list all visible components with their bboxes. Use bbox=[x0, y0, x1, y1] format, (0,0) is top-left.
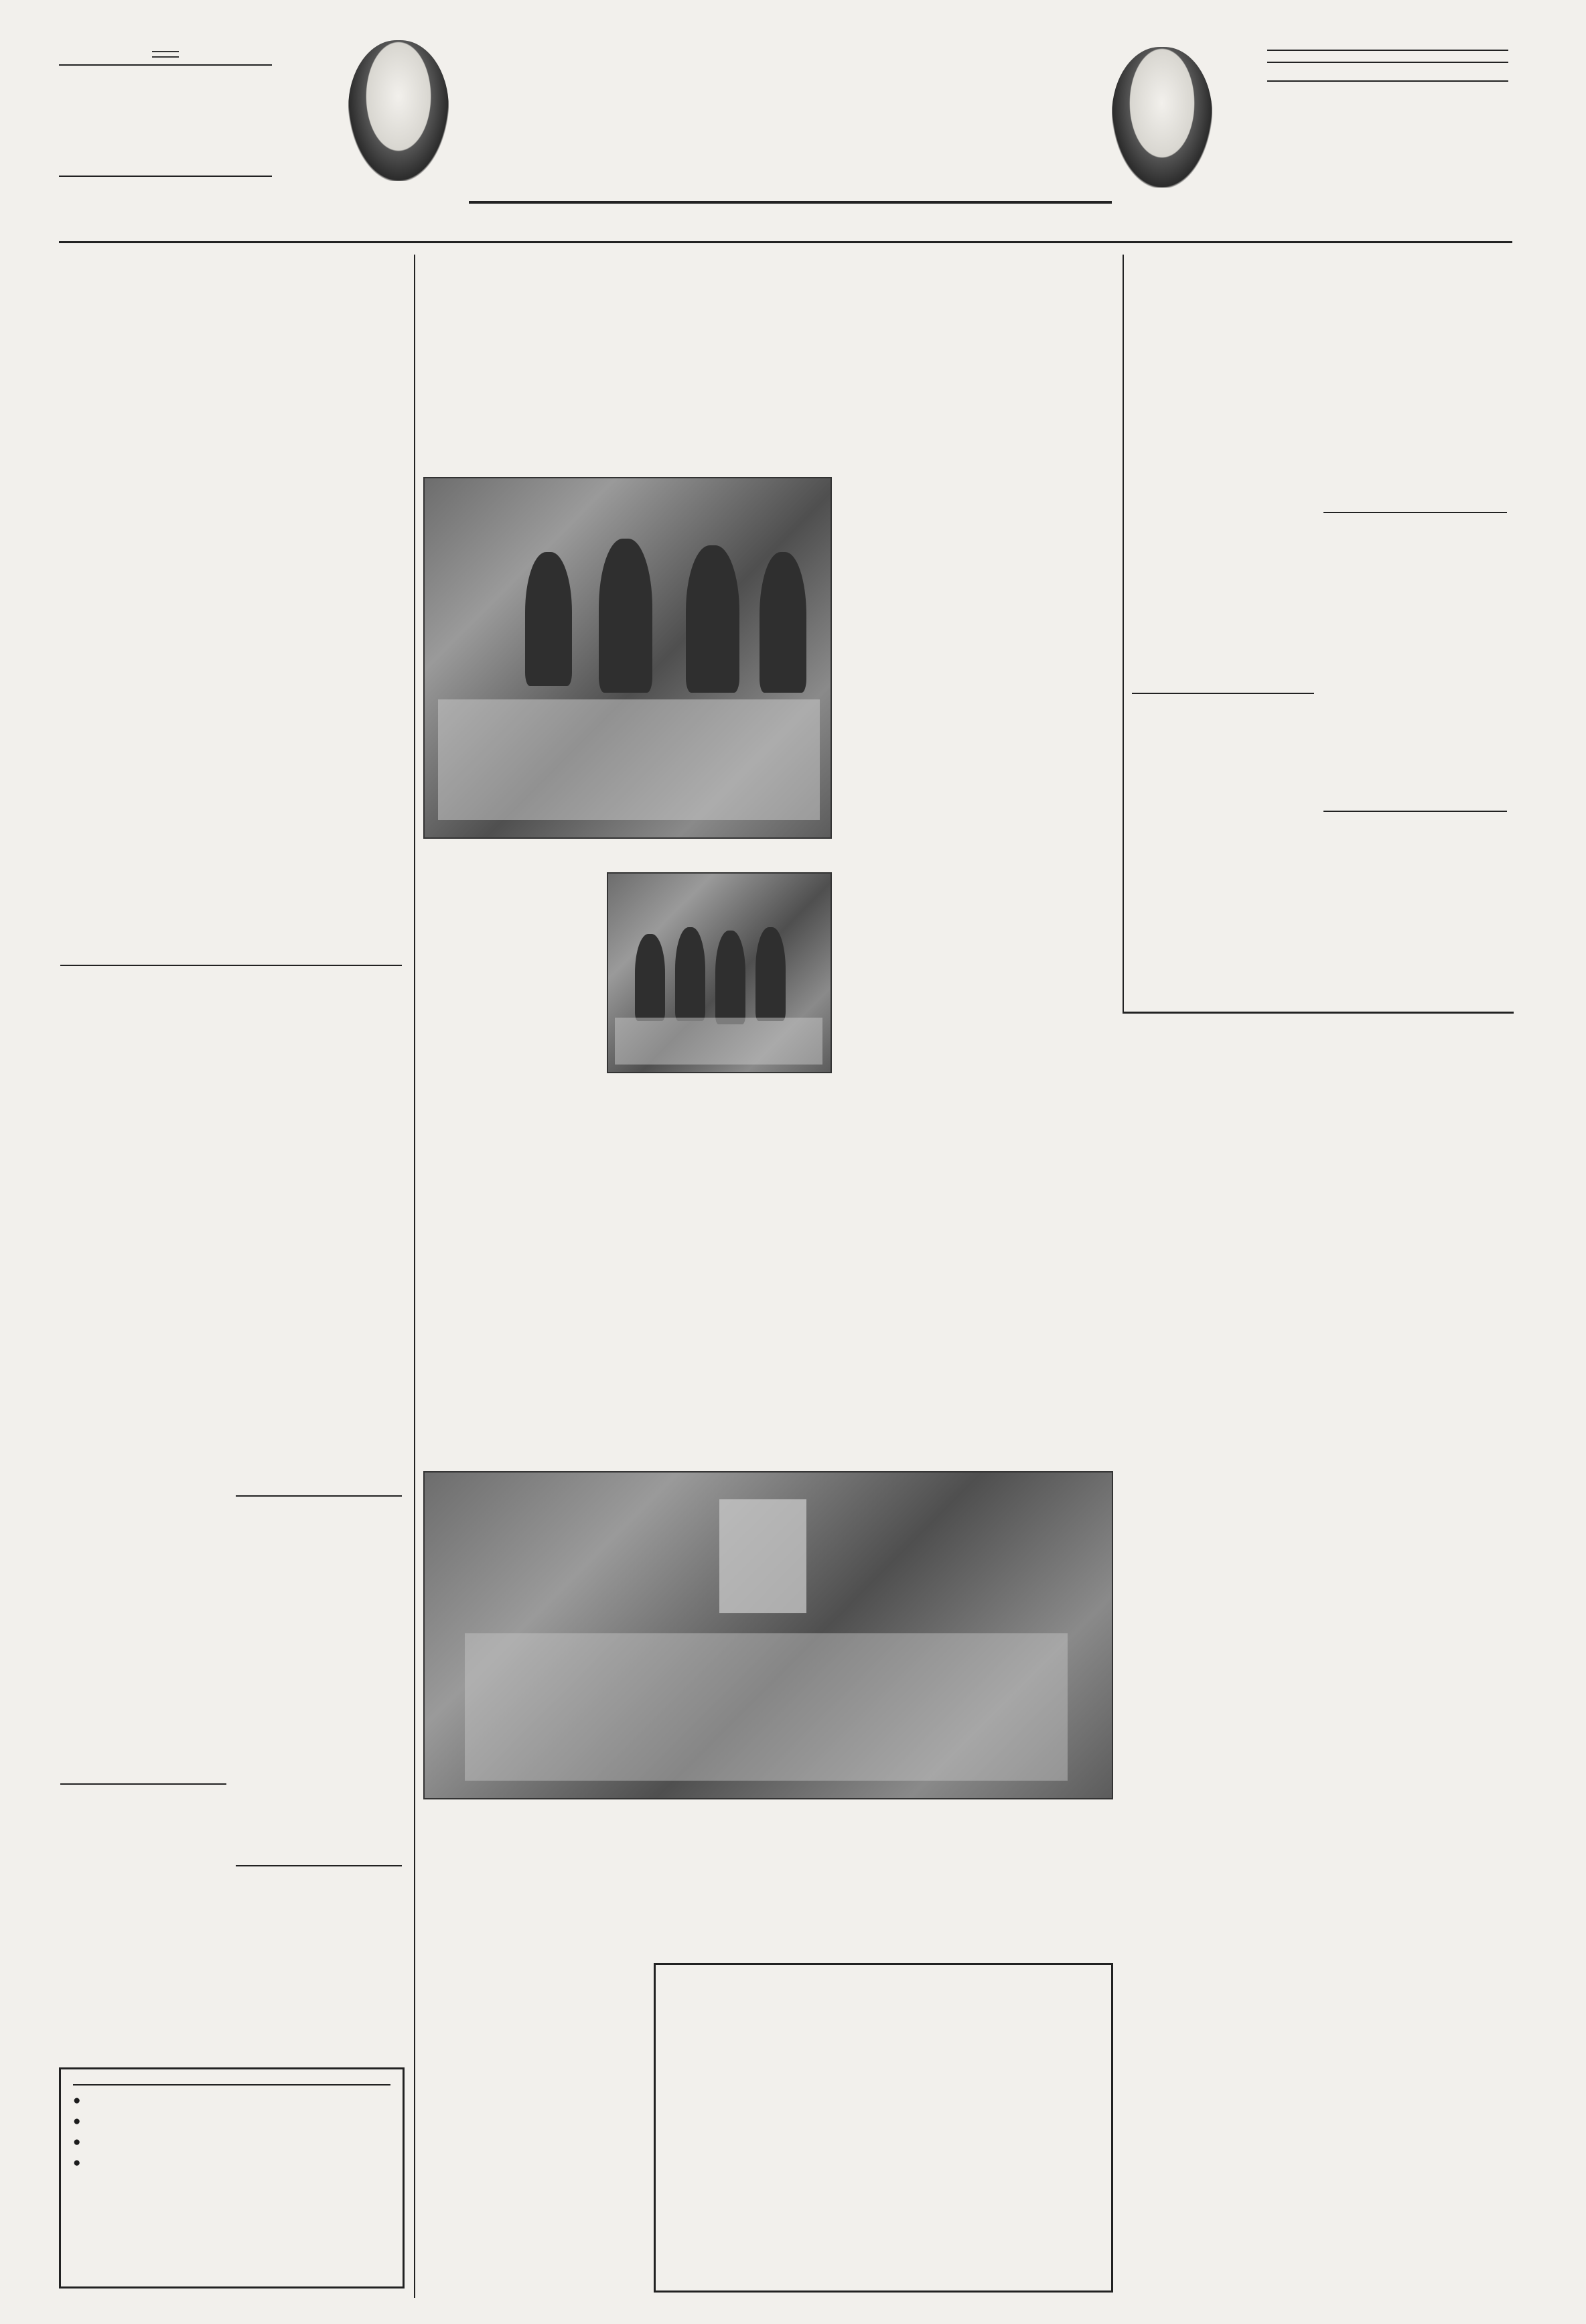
lead-low-col-2 bbox=[654, 1850, 868, 1911]
photo-stolen-items bbox=[423, 1471, 1113, 1799]
masthead-right-box bbox=[1267, 46, 1508, 84]
lead-press-body bbox=[841, 821, 1113, 1036]
owner-portrait bbox=[1112, 47, 1212, 188]
lead-mid-left bbox=[423, 872, 597, 926]
choir-body bbox=[1323, 880, 1507, 1008]
ad-agrotemaxia-item: ● bbox=[73, 2094, 81, 2108]
lead-intro bbox=[841, 477, 1113, 638]
lead-xoreia-body bbox=[423, 962, 597, 1002]
ad-agrotemaxia-item: ● bbox=[73, 2114, 81, 2128]
article-oaed-body-1 bbox=[60, 1091, 226, 1774]
lead-stav-body bbox=[841, 1056, 1113, 1277]
city-line bbox=[1267, 80, 1508, 84]
article-ebee-body-2 bbox=[236, 377, 402, 954]
lead-value-body bbox=[647, 1397, 861, 1464]
trial-body bbox=[1132, 778, 1314, 1006]
photo-arrested-gang bbox=[423, 477, 832, 839]
printing-line bbox=[1267, 58, 1508, 63]
lead-mid-text-1 bbox=[423, 1335, 638, 1364]
lead-low-col-3 bbox=[877, 1850, 1113, 1866]
lead-mid-text-2 bbox=[647, 1335, 861, 1364]
lead-oik-body bbox=[423, 1972, 644, 2140]
haig-body-2 bbox=[1323, 372, 1507, 506]
ad-agrotemaxia-item: ● bbox=[73, 2156, 81, 2170]
ad-agrotemaxia-title bbox=[73, 2079, 390, 2086]
issue-date bbox=[1267, 46, 1508, 51]
founder-portrait bbox=[348, 40, 449, 181]
lead-icon-body bbox=[423, 1397, 638, 1464]
newspaper-title bbox=[462, 27, 1105, 194]
masthead-left-box bbox=[59, 47, 272, 216]
photo-commander bbox=[607, 872, 832, 1073]
visit-body bbox=[1323, 599, 1507, 807]
article-tires-body bbox=[236, 1554, 402, 1856]
article-support-body bbox=[60, 1846, 226, 2061]
ad-agrotemaxia-item: ● bbox=[73, 2135, 81, 2149]
lead-low-col-1 bbox=[423, 1850, 644, 1950]
lead-almyri-body bbox=[654, 1932, 868, 1952]
lead-hashish-body bbox=[877, 1888, 1113, 1955]
lead-members-body bbox=[841, 659, 1113, 800]
ad-agrotemaxia bbox=[59, 2067, 405, 2288]
haig-body-1 bbox=[1132, 372, 1314, 687]
article-ebee-body-1 bbox=[60, 377, 226, 954]
lead-bazaar-body bbox=[423, 2177, 644, 2295]
ad-disco-babylon bbox=[654, 1963, 1113, 2293]
article-oaed-body-2 bbox=[236, 1091, 402, 1486]
article-donations-body bbox=[236, 1896, 402, 2057]
